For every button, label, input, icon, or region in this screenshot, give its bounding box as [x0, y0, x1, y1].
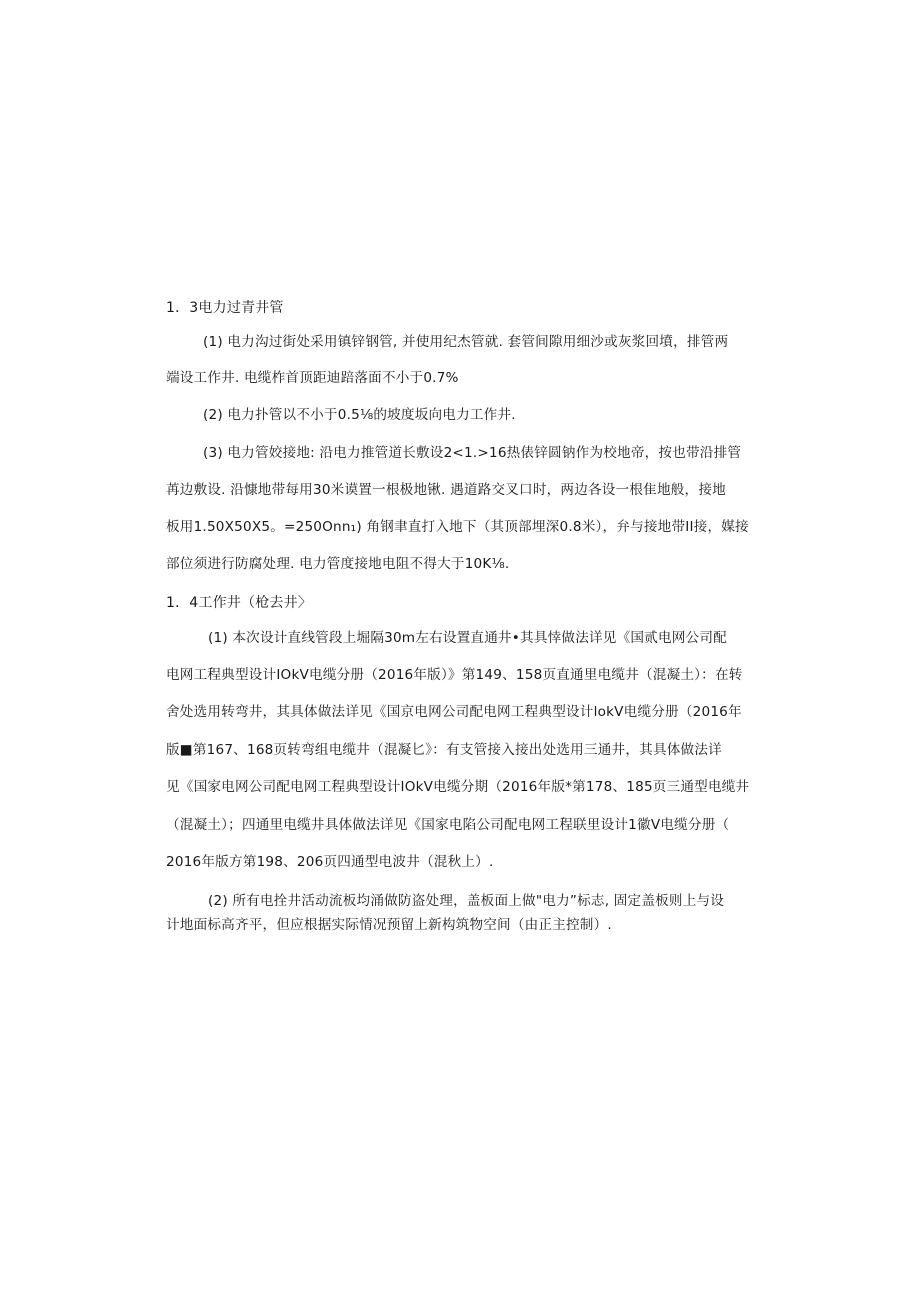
paragraph-line: （混凝土）；四通里电缆井具体做法详见《国家电陷公司配电网工程联里设计1徽V电缆分册（ — [166, 817, 730, 833]
paragraph-line: (3) 电力管姣接地: 沿电力推管道长敷设2<1.>16热俵锌圆钠作为校地帝，按也带沿排管 — [203, 445, 742, 461]
paragraph-line: (2) 电力扑管以不小于0.5⅛的坡度坂向电力工作井. — [203, 407, 516, 423]
paragraph-line: 2016年版方第198、206页四通型电波井（混秋上）. — [166, 854, 494, 870]
paragraph-line: 苒边敷设. 沿慷地带每用30米谟置一根极地锹. 遇道路交叉口时，两边各设一根隹地般，接地 — [166, 482, 726, 498]
section-heading-1-4: 1．4工作井（枪去井〉 — [166, 595, 313, 611]
paragraph-line: 板用1.50X50X5。=250Onn₁) 角钢聿直打入地下（其顶部埋深0.8米），弁与接地带II接，媒接 — [166, 519, 749, 535]
paragraph-line: 计地面标高齐平，但应根据实际情况预留上新构筑物空间（由正主控制）. — [166, 917, 612, 933]
paragraph-line: (1) 电力沟过街处采用镇锌钢管, 并使用纪杰管就. 套管间隙用细沙或灰浆回墳，排管两 — [203, 334, 729, 350]
paragraph-line: 部位须进行防腐处理. 电力管度接地电阻不得大于10K⅛. — [166, 556, 510, 572]
paragraph-line: 版■第167、168页转弯组电缆井（混凝匕》：有支管接入接出处选用三通井，其具体做法详 — [166, 742, 722, 758]
paragraph-line: 舍处选用转弯井，其具体做法详见《国京电网公司配电网工程典型设计lokV电缆分册（2016年 — [166, 704, 742, 720]
paragraph-line: 端设工作井. 电缆柞首顶距迪踣落面不小于0.7% — [166, 370, 459, 386]
paragraph-line: 见《国家电网公司配电网工程典型设计IOkV电缆分期（2016年版*第178、185页三通型电缆井 — [166, 779, 750, 795]
paragraph-line: (1) 本次设计直线管段上堀隔30m左右设置直通井•其具悻做法详见《国贰电网公司配 — [208, 630, 727, 646]
section-heading-1-3: 1．3电力过青井管 — [166, 300, 284, 316]
paragraph-line: 电网工程典型设计IOkV电缆分册（2016年版）》第149、158页直通里电缆井（混凝土）：在转 — [166, 667, 743, 683]
paragraph-line: (2) 所有电拴井活动流板均涌做防盗处理，盖板面上做"电力”标志, 固定盖板则上与设 — [208, 893, 725, 909]
